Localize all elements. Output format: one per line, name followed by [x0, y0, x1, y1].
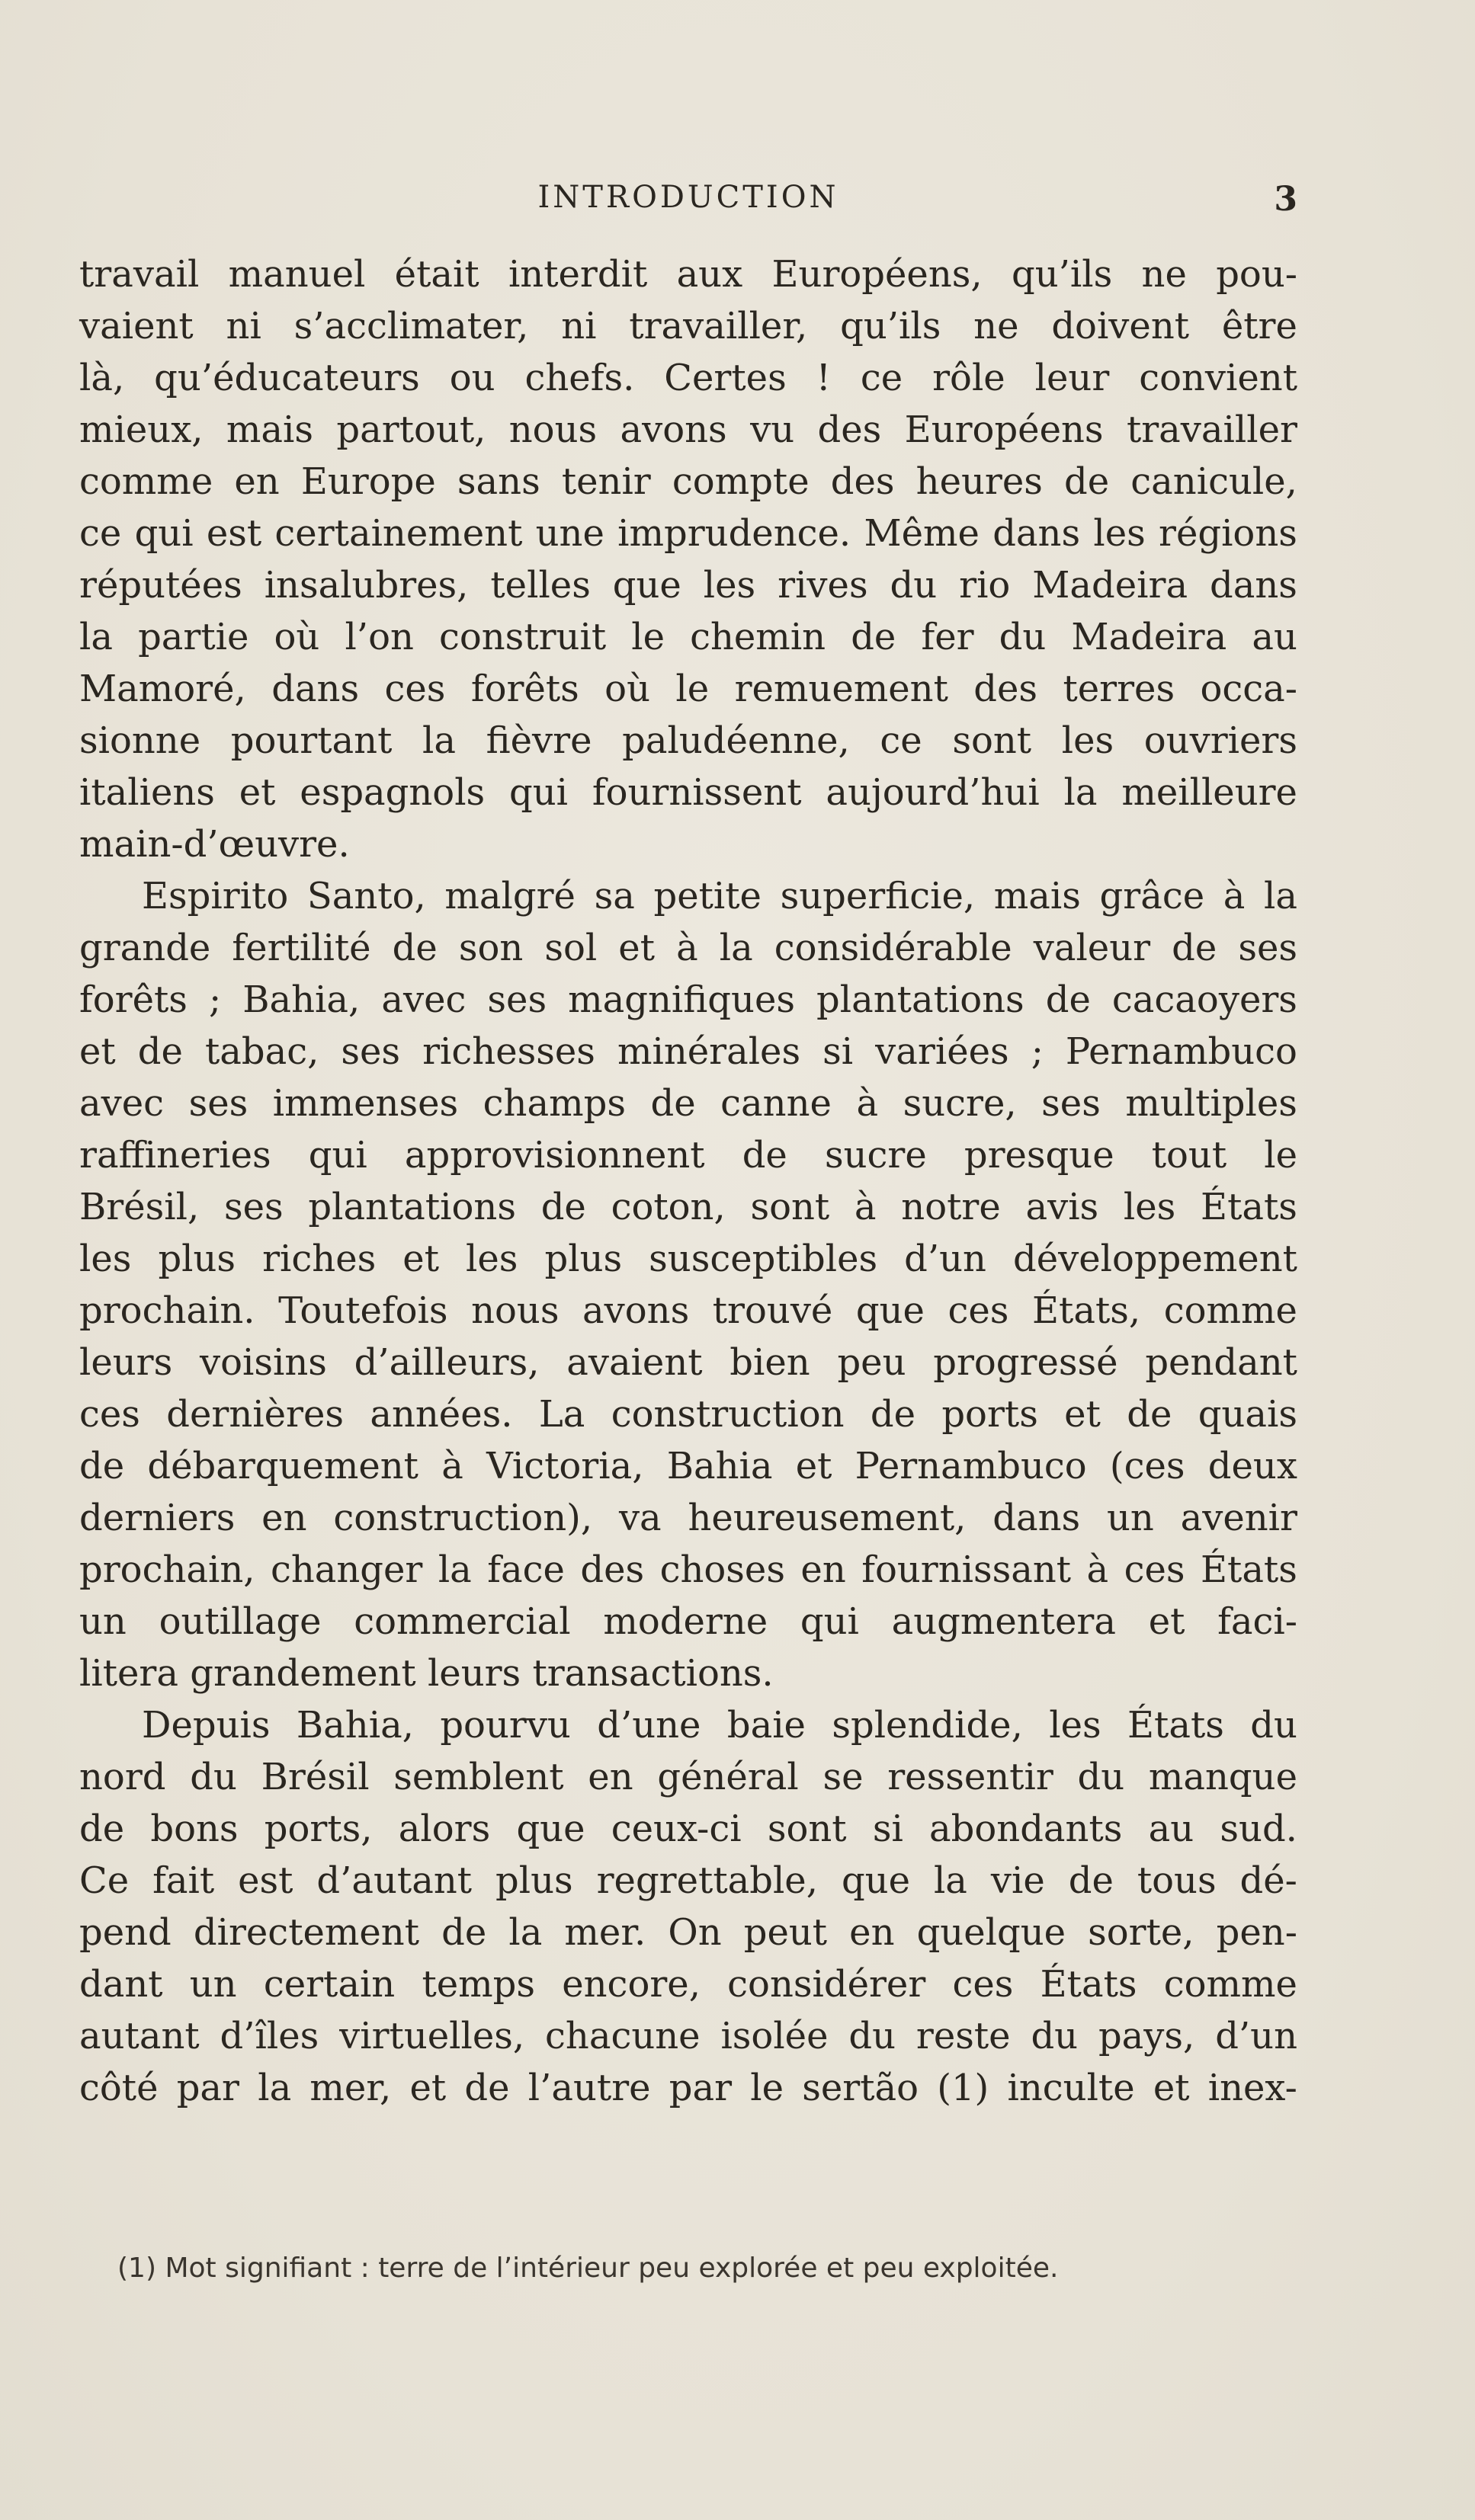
text-line: la partie où l’on construit le chemin de fer du Madeira au [79, 616, 1297, 658]
running-title: INTRODUCTION [537, 180, 839, 215]
text-line: avec ses immenses champs de canne à sucre, ses multiples [79, 1082, 1297, 1125]
text-line: Espirito Santo, malgré sa petite superficie, mais grâce à la [142, 875, 1297, 917]
body-text [79, 248, 1297, 2114]
footnote: (1) Mot signifiant : terre de l’intérieur peu explorée et peu exploitée. [117, 2253, 1059, 2284]
text-line: sionne pourtant la fièvre paludéenne, ce sont les ouvriers [79, 719, 1297, 762]
text-line: comme en Europe sans tenir compte des heures de canicule, [79, 460, 1297, 503]
text-line: là, qu’éducateurs ou chefs. Certes ! ce rôle leur convient [79, 357, 1297, 399]
text-line: dant un certain temps encore, considérer ces États comme [79, 1963, 1297, 2006]
page-number: 3 [1274, 180, 1297, 219]
text-line: vaient ni s’acclimater, ni travailler, qu’ils ne doivent être [79, 305, 1297, 347]
text-line: mieux, mais partout, nous avons vu des Européens travailler [79, 408, 1297, 451]
text-line: réputées insalubres, telles que les rives du rio Madeira dans [79, 564, 1297, 607]
text-line: Mamoré, dans ces forêts où le remuement des terres occa- [79, 668, 1297, 710]
text-line: de bons ports, alors que ceux-ci sont si abondants au sud. [79, 1808, 1297, 1850]
text-line: Depuis Bahia, pourvu d’une baie splendide, les États du [142, 1704, 1297, 1747]
text-line: de débarquement à Victoria, Bahia et Pernambuco (ces deux [79, 1445, 1297, 1487]
text-line: travail manuel était interdit aux Européens, qu’ils ne pou- [79, 253, 1297, 296]
text-line: forêts ; Bahia, avec ses magnifiques plantations de cacaoyers [79, 978, 1297, 1021]
text-line: raffineries qui approvisionnent de sucre presque tout le [79, 1134, 1297, 1177]
text-line: Brésil, ses plantations de coton, sont à notre avis les États [79, 1186, 1297, 1228]
text-line: grande fertilité de son sol et à la considérable valeur de ses [79, 927, 1297, 969]
page-header [79, 174, 1297, 227]
text-line: prochain. Toutefois nous avons trouvé que ces États, comme [79, 1289, 1297, 1332]
text-line: un outillage commercial moderne qui augmentera et faci- [79, 1600, 1297, 1643]
text-line: leurs voisins d’ailleurs, avaient bien peu progressé pendant [79, 1341, 1297, 1384]
text-line: prochain, changer la face des choses en fournissant à ces États [79, 1548, 1297, 1591]
text-line: nord du Brésil semblent en général se ressentir du manque [79, 1756, 1297, 1798]
text-line: Ce fait est d’autant plus regrettable, que la vie de tous dé- [79, 1859, 1297, 1902]
text-line: côté par la mer, et de l’autre par le sertão (1) inculte et inex- [79, 2067, 1297, 2109]
text-line: derniers en construction), va heureusement, dans un avenir [79, 1497, 1297, 1539]
text-line: main-d’œuvre. [79, 823, 350, 866]
text-line: litera grandement leurs transactions. [79, 1652, 774, 1695]
text-line: et de tabac, ses richesses minérales si variées ; Pernambuco [79, 1030, 1297, 1073]
text-line: ce qui est certainement une imprudence. Même dans les régions [79, 512, 1297, 555]
text-line: italiens et espagnols qui fournissent aujourd’hui la meilleure [79, 771, 1297, 814]
text-line: les plus riches et les plus susceptibles d’un développement [79, 1238, 1297, 1280]
text-line: autant d’îles virtuelles, chacune isolée du reste du pays, d’un [79, 2015, 1297, 2057]
text-line: ces dernières années. La construction de ports et de quais [79, 1393, 1297, 1436]
text-line: pend directement de la mer. On peut en quelque sorte, pen- [79, 1911, 1297, 1954]
